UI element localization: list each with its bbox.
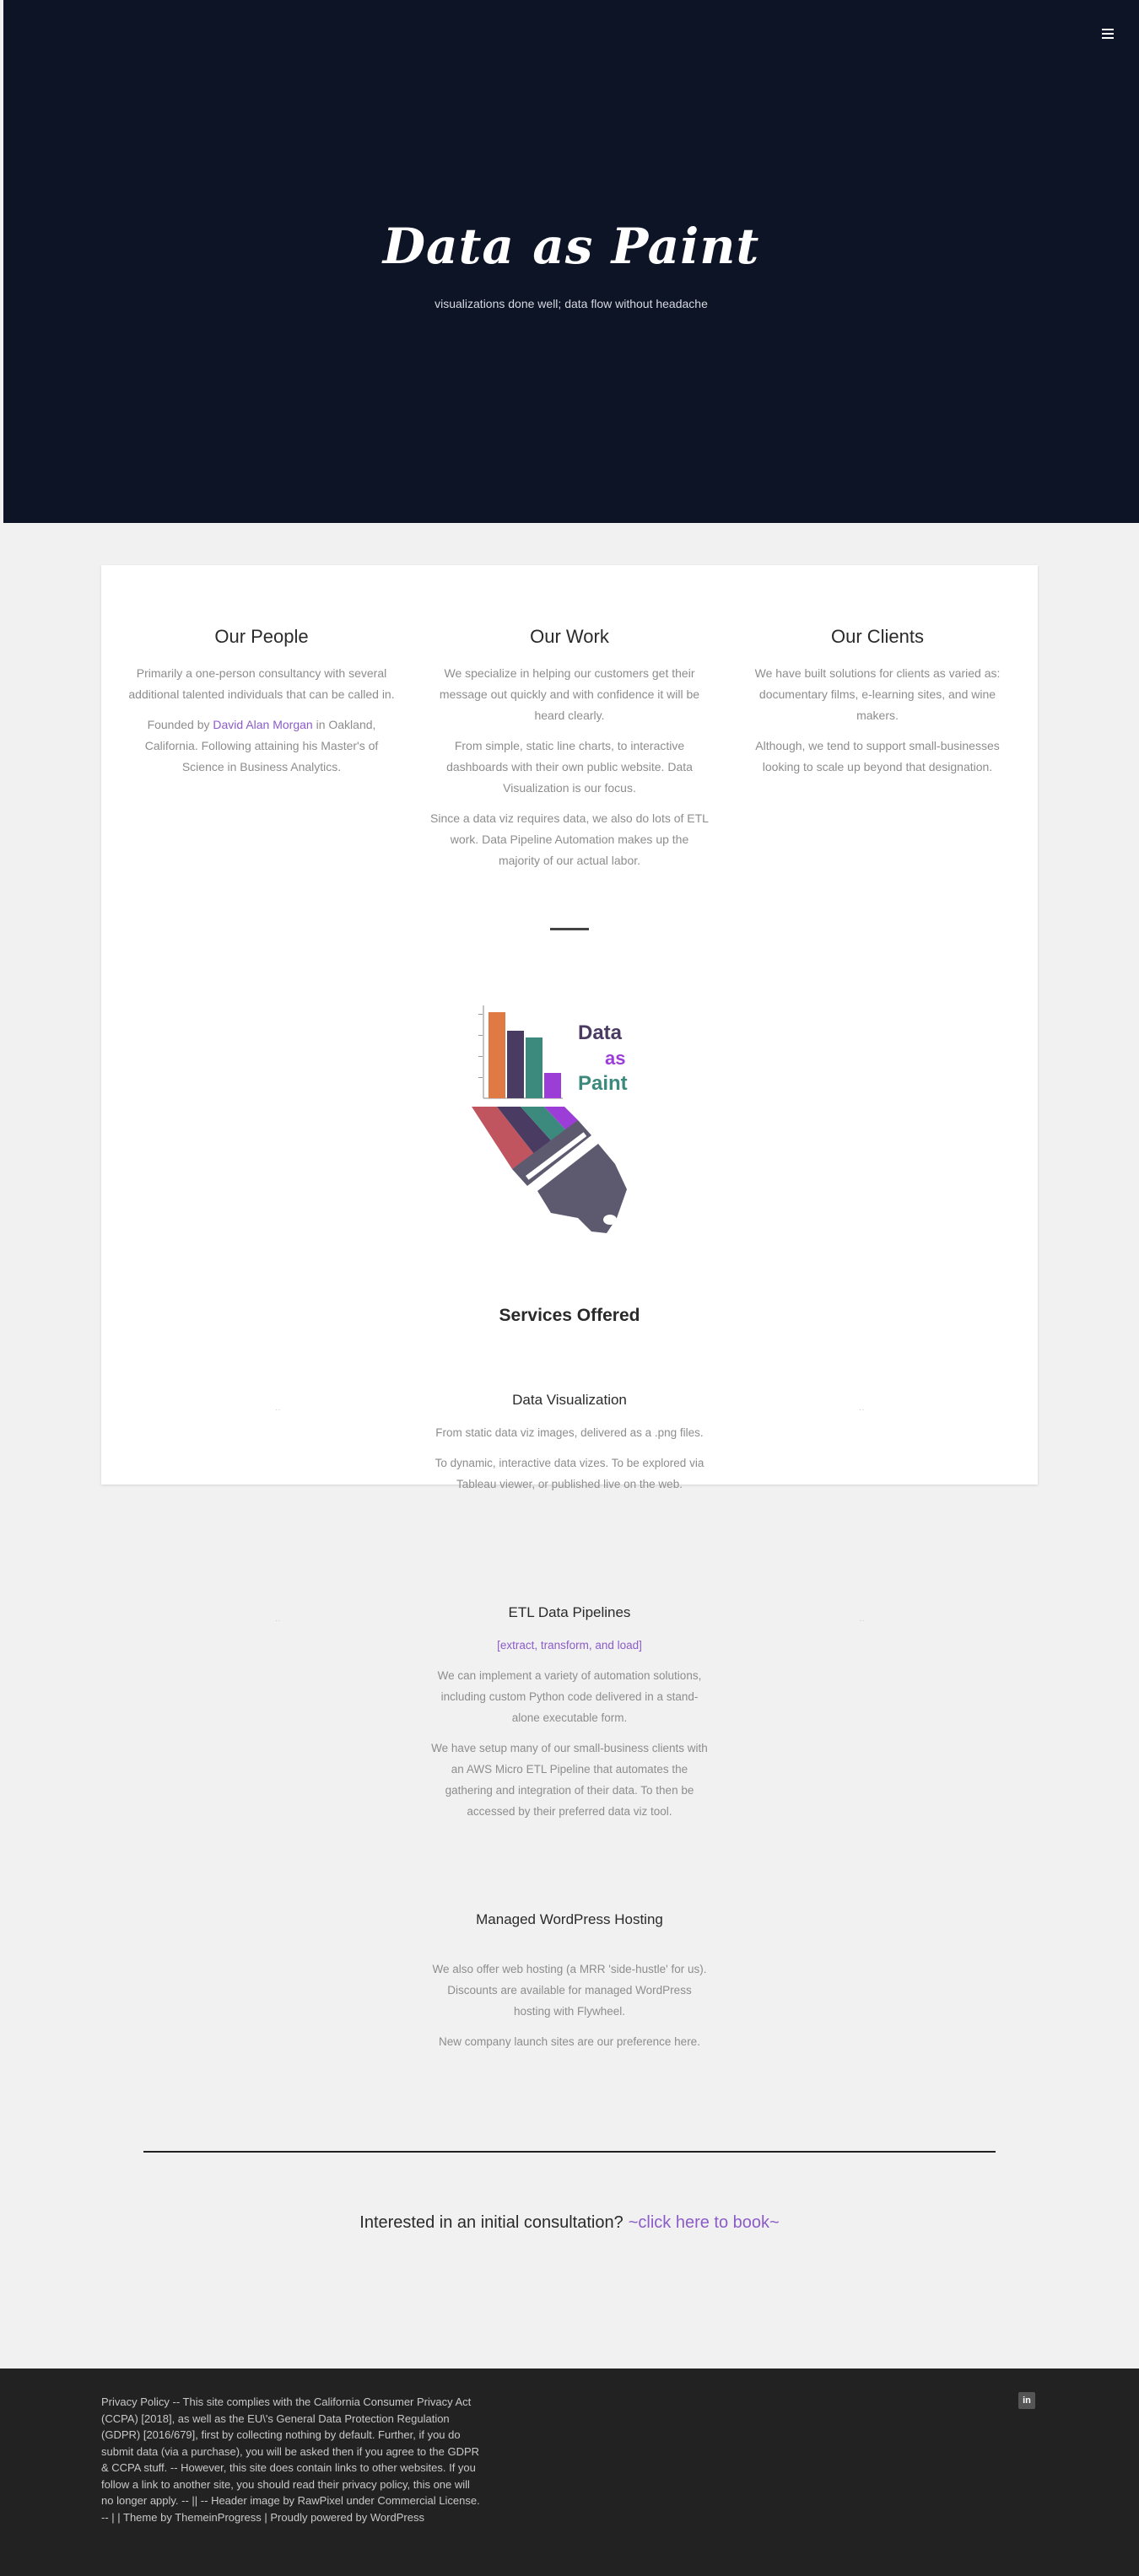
service-text: We can implement a variety of automation solutions, including custom Python code delivered in a stand-alone executable form. — [437, 1669, 702, 1724]
service-title: ETL Data Pipelines — [508, 1604, 631, 1620]
founder-link[interactable]: David Alan Morgan — [213, 718, 313, 731]
our-work-heading: Our Work — [530, 626, 609, 647]
site-title[interactable]: Data as Paint — [382, 218, 760, 275]
linkedin-icon[interactable]: in — [1018, 2392, 1035, 2409]
our-work-text-2: From simple, static line charts, to interactive dashboards with their own public website. Data Visualization is our focus. — [446, 739, 693, 795]
book-consultation-link[interactable]: ~click here to book~ — [628, 2213, 780, 2232]
horizontal-rule — [143, 2151, 996, 2153]
service-data-visualization — [430, 1392, 709, 1504]
svg-text:Paint: Paint — [578, 1072, 628, 1095]
hero-banner — [3, 0, 1139, 523]
placeholder-marker: ·· — [859, 1405, 865, 1415]
our-clients-heading: Our Clients — [830, 626, 925, 647]
service-text: To dynamic, interactive data vizes. To be explored via Tableau viewer, or published live on the web. — [435, 1457, 704, 1490]
service-wordpress-hosting — [430, 1911, 709, 2061]
our-people-heading: Our People — [214, 626, 309, 647]
main-content-card — [101, 565, 1038, 2232]
our-people-text-2: Founded by David Alan Morgan in Oakland, California. Following attaining his Master's of Science in Business Analytics. — [144, 718, 379, 773]
our-clients-column — [738, 626, 1017, 787]
our-work-text-1: We specialize in helping our customers get their message out quickly and with confidence it will be heard clearly. — [439, 666, 700, 722]
service-title: Data Visualization — [512, 1392, 627, 1408]
footer-privacy-text: Privacy Policy -- This site complies with the California Consumer Privacy Act (CCPA) [2018], as well as the EU\'s General Data Protection Regulation (GDPR) [2016/679], first by collecting nothing by default. Further, if you do submit data (via a purchase), you will be asked then if you agree to the GDPR & CCPA stuff. -- However, this site does contain links to other websites. If you follow a link to another site, you should read their privacy policy, this one will no longer apply. -- || -- Header image by RawPixel under Commercial License. -- | | Theme by ThemeinProgress | Proudly powered by WordPress — [101, 2395, 480, 2524]
service-text: From static data viz images, delivered as a .png files. — [435, 1426, 704, 1439]
placeholder-marker: ·· — [859, 1616, 865, 1625]
our-clients-text-2: Although, we tend to support small-businesses looking to scale up beyond that designation. — [755, 739, 1000, 773]
our-people-column — [122, 626, 401, 787]
site-footer — [0, 2369, 1139, 2576]
svg-text:as: as — [605, 1048, 626, 1069]
cta-question: Interested in an initial consultation? — [359, 2213, 623, 2232]
our-work-text-3: Since a data viz requires data, we also do lots of ETL work. Data Pipeline Automation makes up the majority of our actual labor. — [430, 811, 709, 867]
service-text: We also offer web hosting (a MRR 'side-hustle' for us). Discounts are available for managed WordPress hosting with Flywheel. — [432, 1963, 707, 2018]
service-text: New company launch sites are our preference here. — [439, 2035, 700, 2048]
service-subtitle: [extract, transform, and load] — [497, 1639, 642, 1652]
our-work-column — [430, 626, 709, 881]
service-etl-pipelines — [430, 1604, 709, 1831]
svg-text:Data: Data — [578, 1021, 623, 1044]
our-people-text-1: Primarily a one-person consultancy with several additional talented individuals that can be called in. — [128, 666, 395, 701]
service-text: We have setup many of our small-business clients with an AWS Micro ETL Pipeline that automates the gathering and integration of their data. To then be accessed by their preferred data viz tool. — [431, 1742, 708, 1818]
section-divider — [550, 928, 589, 930]
site-tagline: visualizations done well; data flow without headache — [435, 297, 708, 310]
placeholder-marker: ·· — [275, 1405, 281, 1415]
service-title: Managed WordPress Hosting — [476, 1911, 663, 1927]
placeholder-marker: ·· — [275, 1616, 281, 1625]
consultation-cta — [101, 2213, 1038, 2233]
data-as-paint-logo — [460, 995, 679, 1248]
services-title: Services Offered — [499, 1306, 640, 1325]
our-clients-text-1: We have built solutions for clients as varied as: documentary films, e-learning sites, and wine makers. — [754, 666, 1001, 722]
menu-toggle-icon[interactable] — [1102, 29, 1114, 39]
